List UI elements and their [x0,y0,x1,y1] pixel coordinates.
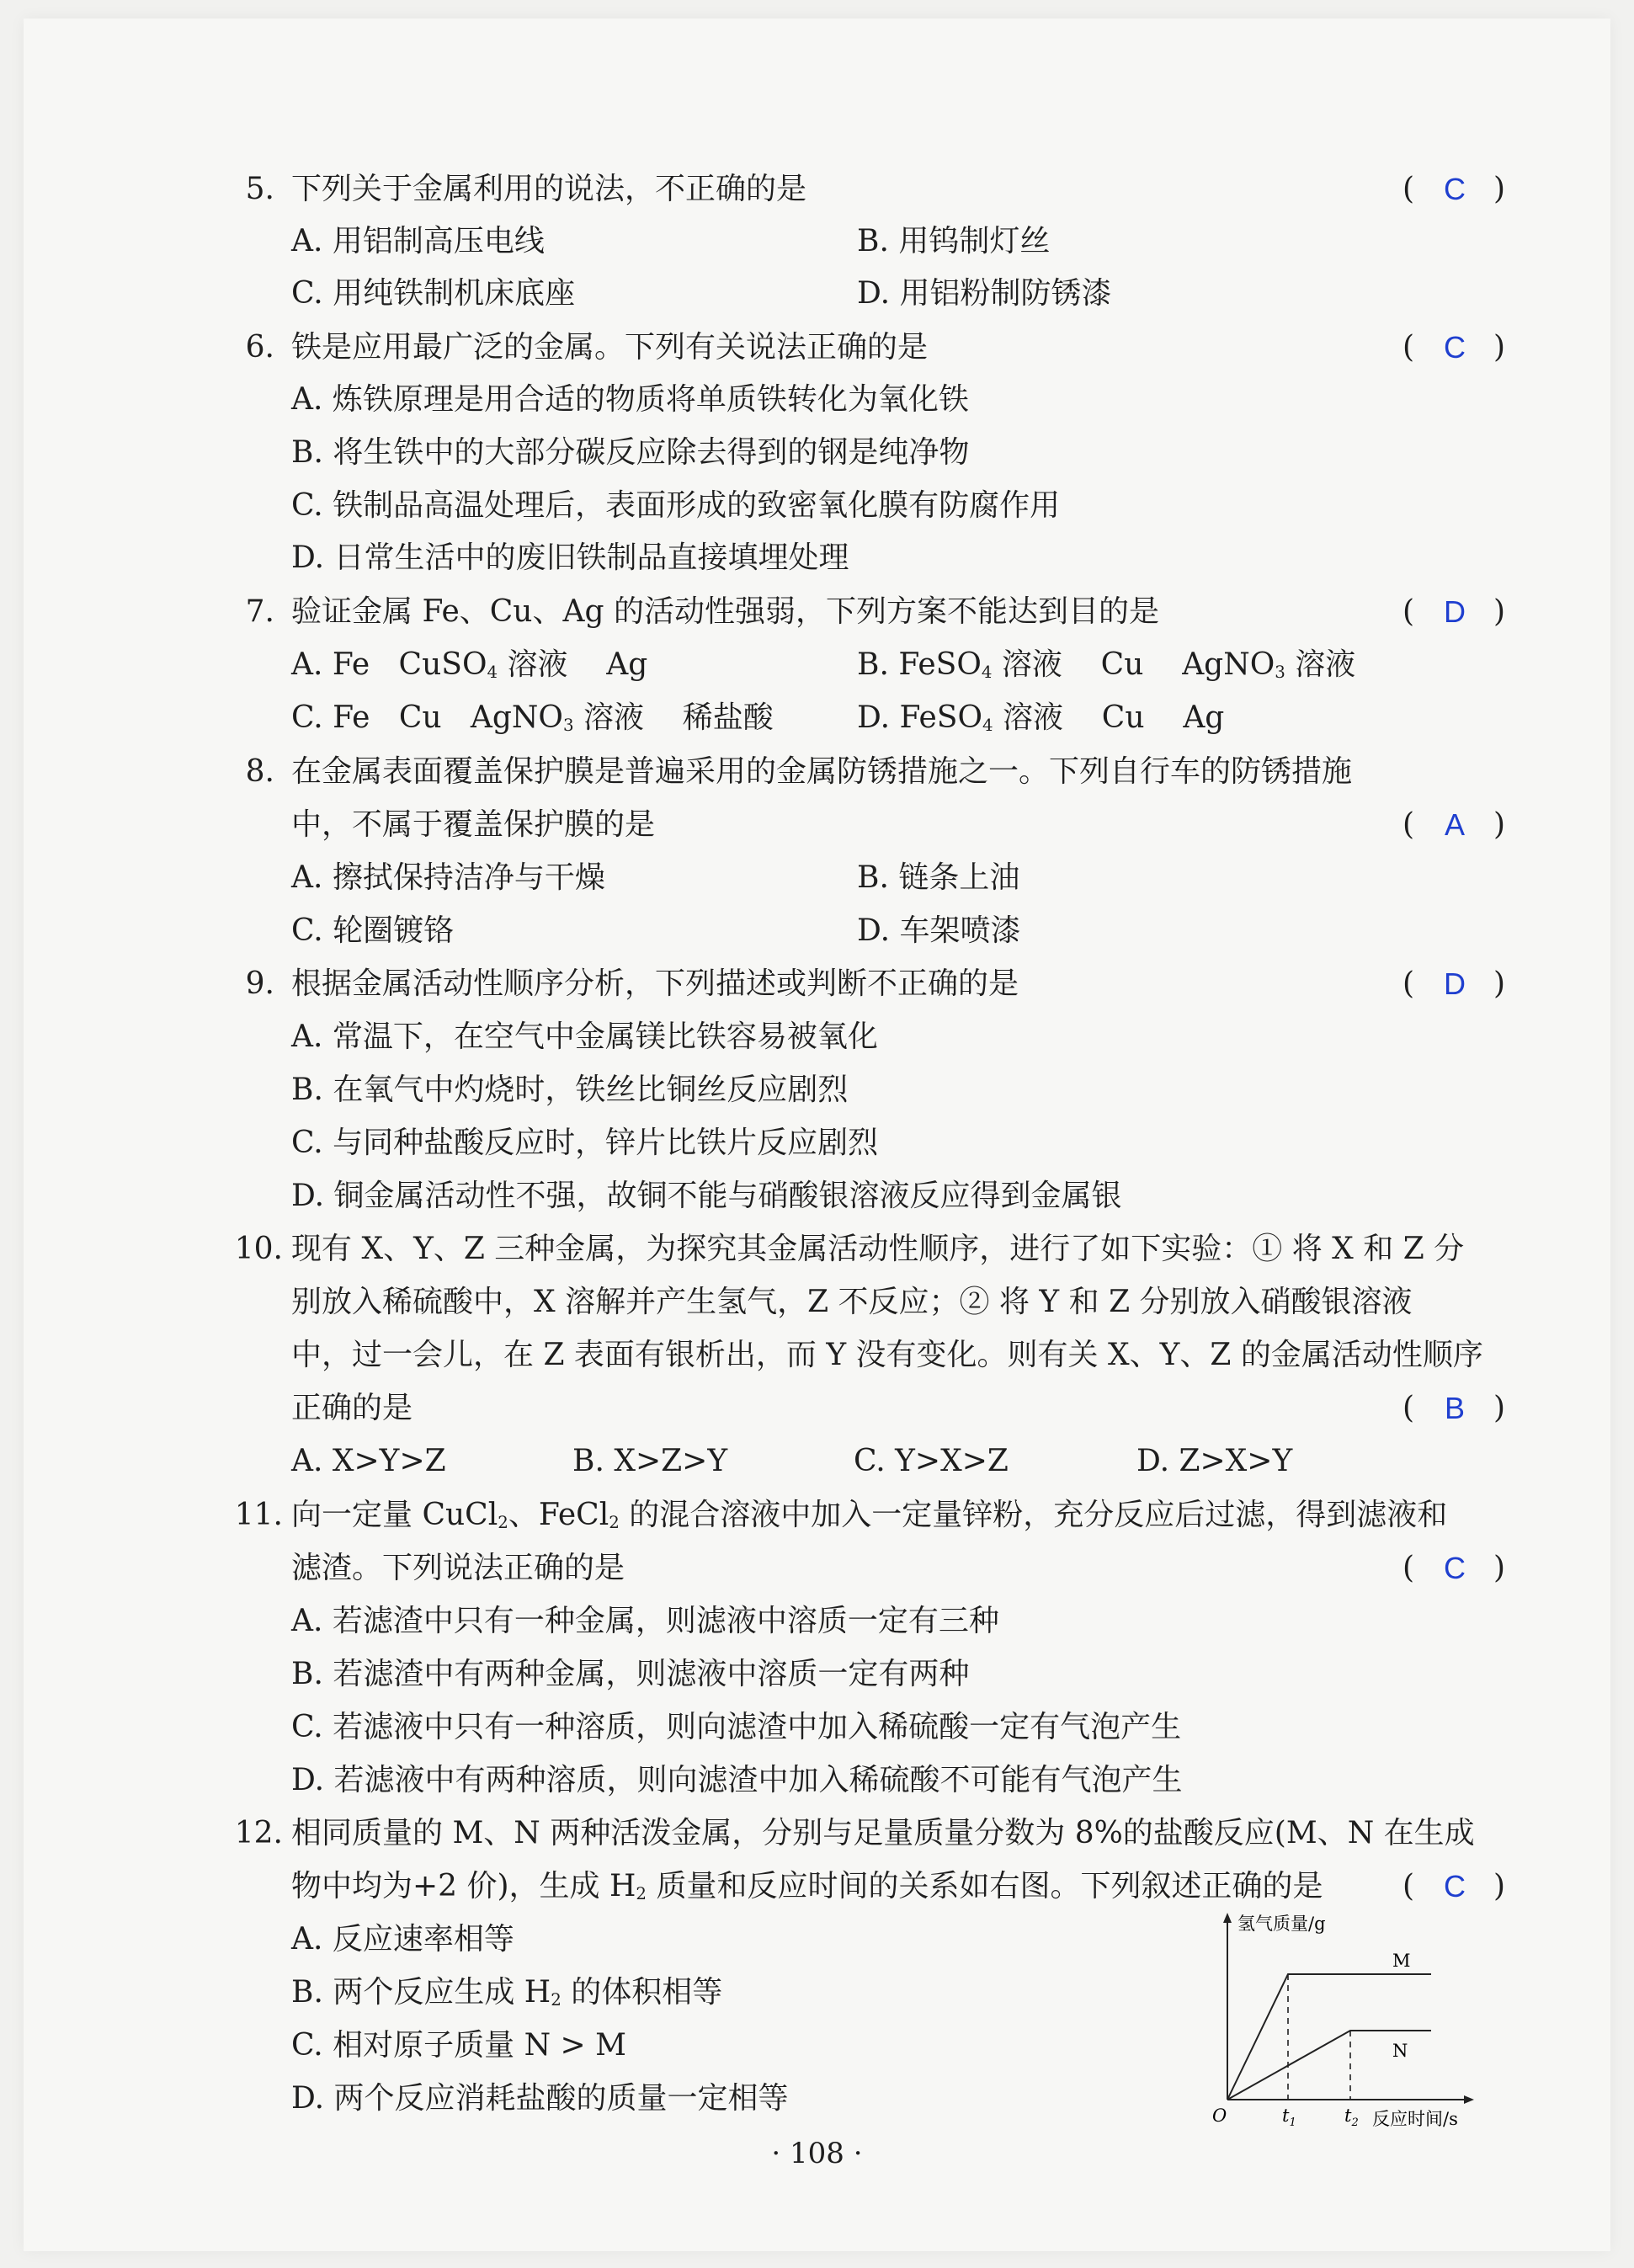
option-a: A. Fe CuSO$_4$ 溶液 Ag [291,647,648,682]
answer-value: D [1444,594,1466,629]
answer-value: C [1444,1551,1466,1585]
option: D. 若滤液中有两种溶质，则向滤渣中加入稀硫酸不可能有气泡产生 [291,1763,1183,1797]
question-number: 8. [245,754,274,789]
option: B. 两个反应生成 $H_2$ 的体积相等 [291,1975,723,2010]
option: C. 铁制品高温处理后，表面形成的致密氧化膜有防腐作用 [291,488,1061,523]
question-stem: 滤渣。下列说法正确的是 [291,1551,625,1585]
line-m [1227,1974,1431,2100]
document-page: 5. 下列关于金属利用的说法，不正确的是 ( C ) A. 用铝制高压电线 B. 用钨制灯丝 C. 用纯铁制机床底座 D. 用铝粉制防锈漆 6. 铁是应用最广泛的金属。下列有关说法正确的是 ( C ) A. 炼铁原理是用合适的物质将单质铁转化为氧化铁 B. 将生铁中的大部分碳反应除去得到的钢是纯净物 C. 铁制品高温处理后，表面形成的致密氧化膜有防腐作用 D. 日常生活中的废旧铁制品直接填埋处理 7. 验证金属 Fe、Cu、Ag 的活动性强弱，下列方案不能达到目的是 ( D ) A. Fe CuSO$_4$ 溶液 Ag B. FeSO$_4$ 溶液 Cu AgNO$_3$ 溶液 C. Fe Cu AgNO$_3$ 溶液 稀盐酸 D. FeSO$_4$ 溶液 Cu Ag 8. 在金属表面覆盖保护膜是普遍采用的金属防锈措施之一。下列自行车的防锈措施 中，不属于覆盖保护膜的是 ( A ) A. 擦拭保持洁净与干燥 B. 链条上油 C. 轮圈镀铬 D. 车架喷漆 9. 根据金属活动性顺序分析，下列描述或判断不正确的是 ( D ) A. 常温下，在空气中金属镁比铁容易被氧化 B. 在氧气中灼烧时，铁丝比铜丝反应剧烈 C. 与同种盐酸反应时，锌片比铁片反应剧烈 D. 铜金属活动性不强，故铜不能与硝酸银溶液反应得到金属银 10. 现有 X、Y、Z 三种金属，为探究其金属活动性顺序，进行了如下实验：① 将 X 和 Z 分 别放入稀硫酸中，X 溶解并产生氢气，Z 不反应；② 将 Y 和 Z 分别放入硝酸银溶液 中，过一会儿，在 Z 表面有银析出，而 Y 没有变化。则有关 X、Y、Z 的金属活动性顺序 正确的是 ( B ) A. X>Y>Z B. X>Z>Y C. Y>X>Z D. Z>X>Y 11. 向一定量 CuCl$_2$、FeCl$_2$ 的混合溶液中加入一定量锌粉，充分反应后过滤，得到滤液和 滤渣。下列说法正确的是 ( C ) A. 若滤渣中只有一种金属，则滤液中溶质一定有三种 B. 若滤渣中有两种金属，则滤液中溶质一定有两种 C. 若滤液中只有一种溶质，则向滤渣中加入稀硫酸一定有气泡产生 D. 若滤液中有两种溶质，则向滤渣中加入稀硫酸不可能有气泡产生 12. 相同质量的 M、N 两种活泼金属，分别与足量质量分数为 8%的盐酸反应(M、N 在生成 物中均为+2 价)，生成 $H_2$ 质量和反应时间的关系如右图。下列叙述正确的是 ( C ) A. 反应速率相等 B. 两个反应生成 $H_2$ 的体积相等 C. 相对原子质量 N > M D. 两个反应消耗盐酸的质量一定相等 氢气质量/g 反应时间/s O $t_1$ $t_2$ M N · 108 · [24,19,1610,2251]
question-stem: 物中均为+2 价)，生成 $H_2$ 质量和反应时间的关系如右图。下列叙述正确的是 [291,1869,1323,1903]
option: B. 在氧气中灼烧时，铁丝比铜丝反应剧烈 [291,1073,849,1107]
question-stem: 铁是应用最广泛的金属。下列有关说法正确的是 [291,330,929,365]
option: C. 若滤液中只有一种溶质，则向滤渣中加入稀硫酸一定有气泡产生 [291,1710,1182,1744]
option: D. 两个反应消耗盐酸的质量一定相等 [291,2081,789,2116]
question-stem: 别放入稀硫酸中，X 溶解并产生氢气，Z 不反应；② 将 Y 和 Z 分别放入硝酸银溶液 [291,1285,1413,1319]
question-number: 5. [245,172,274,206]
answer-value: C [1444,172,1466,206]
t2-label: $t_2$ [1344,2106,1359,2129]
question-number: 10. [234,1232,283,1266]
option: A. 用铝制高压电线 [291,224,545,258]
option: C. 轮圈镀铬 [291,913,455,948]
answer-value: B [1444,1391,1465,1425]
option: B. 将生铁中的大部分碳反应除去得到的钢是纯净物 [291,435,970,470]
question-stem: 验证金属 Fe、Cu、Ag 的活动性强弱，下列方案不能达到目的是 [291,594,1159,629]
question-stem: 向一定量 CuCl$_2$、FeCl$_2$ 的混合溶液中加入一定量锌粉，充分反应后过滤，得到滤液和 [291,1498,1448,1532]
y-axis-label: 氢气质量/g [1237,1914,1326,1934]
question-number: 9. [245,966,274,1001]
question-stem: 根据金属活动性顺序分析，下列描述或判断不正确的是 [291,966,1019,1001]
question-number: 7. [245,594,274,629]
question-stem: 中，不属于覆盖保护膜的是 [291,807,656,842]
hydrogen-mass-graph [1194,1904,1497,2140]
question-stem: 中，过一会儿，在 Z 表面有银析出，而 Y 没有变化。则有关 X、Y、Z 的金属活动性顺序 [291,1338,1483,1372]
option: D. Z>X>Y [1136,1444,1293,1478]
option: A. 擦拭保持洁净与干燥 [291,860,605,895]
question-stem: 在金属表面覆盖保护膜是普遍采用的金属防锈措施之一。下列自行车的防锈措施 [291,754,1353,789]
series-m-label: M [1392,1951,1411,1971]
page-number: · 108 · [771,2137,863,2170]
question-stem: 正确的是 [291,1391,413,1425]
x-axis-label: 反应时间/s [1372,2109,1458,2129]
option: B. 链条上油 [857,860,1020,895]
option-b: B. FeSO$_4$ 溶液 Cu AgNO$_3$ 溶液 [857,647,1356,682]
option: B. 用钨制灯丝 [857,224,1051,258]
option: C. 用纯铁制机床底座 [291,276,576,311]
series-n-label: N [1392,2041,1408,2061]
question-stem: 相同质量的 M、N 两种活泼金属，分别与足量质量分数为 8%的盐酸反应(M、N 在生成 [291,1816,1475,1850]
x-axis-arrow [1464,2095,1474,2104]
option: A. 炼铁原理是用合适的物质将单质铁转化为氧化铁 [291,382,969,417]
option: A. 反应速率相等 [291,1922,514,1957]
origin-label: O [1212,2106,1227,2126]
question-stem: 下列关于金属利用的说法，不正确的是 [291,172,807,206]
option: A. 常温下，在空气中金属镁比铁容易被氧化 [291,1020,878,1054]
question-stem: 现有 X、Y、Z 三种金属，为探究其金属活动性顺序，进行了如下实验：① 将 X 和 Z 分 [291,1232,1465,1266]
option: D. 用铝粉制防锈漆 [857,276,1112,311]
answer-value: D [1444,966,1466,1001]
option: D. 日常生活中的废旧铁制品直接填埋处理 [291,540,849,575]
option: C. 相对原子质量 N > M [291,2028,627,2063]
question-number: 11. [234,1498,283,1532]
question-number: 12. [234,1816,283,1850]
answer-value: C [1444,330,1466,365]
question-number: 6. [245,330,274,365]
option: D. 车架喷漆 [857,913,1021,948]
y-axis-arrow [1223,1913,1232,1923]
answer-value: C [1444,1869,1466,1903]
option-c: C. Fe Cu AgNO$_3$ 溶液 稀盐酸 [291,700,774,735]
answer-value: A [1444,807,1465,842]
option: B. 若滤渣中有两种金属，则滤液中溶质一定有两种 [291,1657,970,1691]
option: A. 若滤渣中只有一种金属，则滤液中溶质一定有三种 [291,1604,999,1638]
option: C. Y>X>Z [854,1444,1009,1478]
t1-label: $t_1$ [1282,2106,1296,2129]
option: A. X>Y>Z [291,1444,446,1478]
option: C. 与同种盐酸反应时，锌片比铁片反应剧烈 [291,1126,879,1160]
option: B. X>Z>Y [572,1444,728,1478]
option: D. 铜金属活动性不强，故铜不能与硝酸银溶液反应得到金属银 [291,1179,1122,1213]
option-d: D. FeSO$_4$ 溶液 Cu Ag [857,700,1225,735]
